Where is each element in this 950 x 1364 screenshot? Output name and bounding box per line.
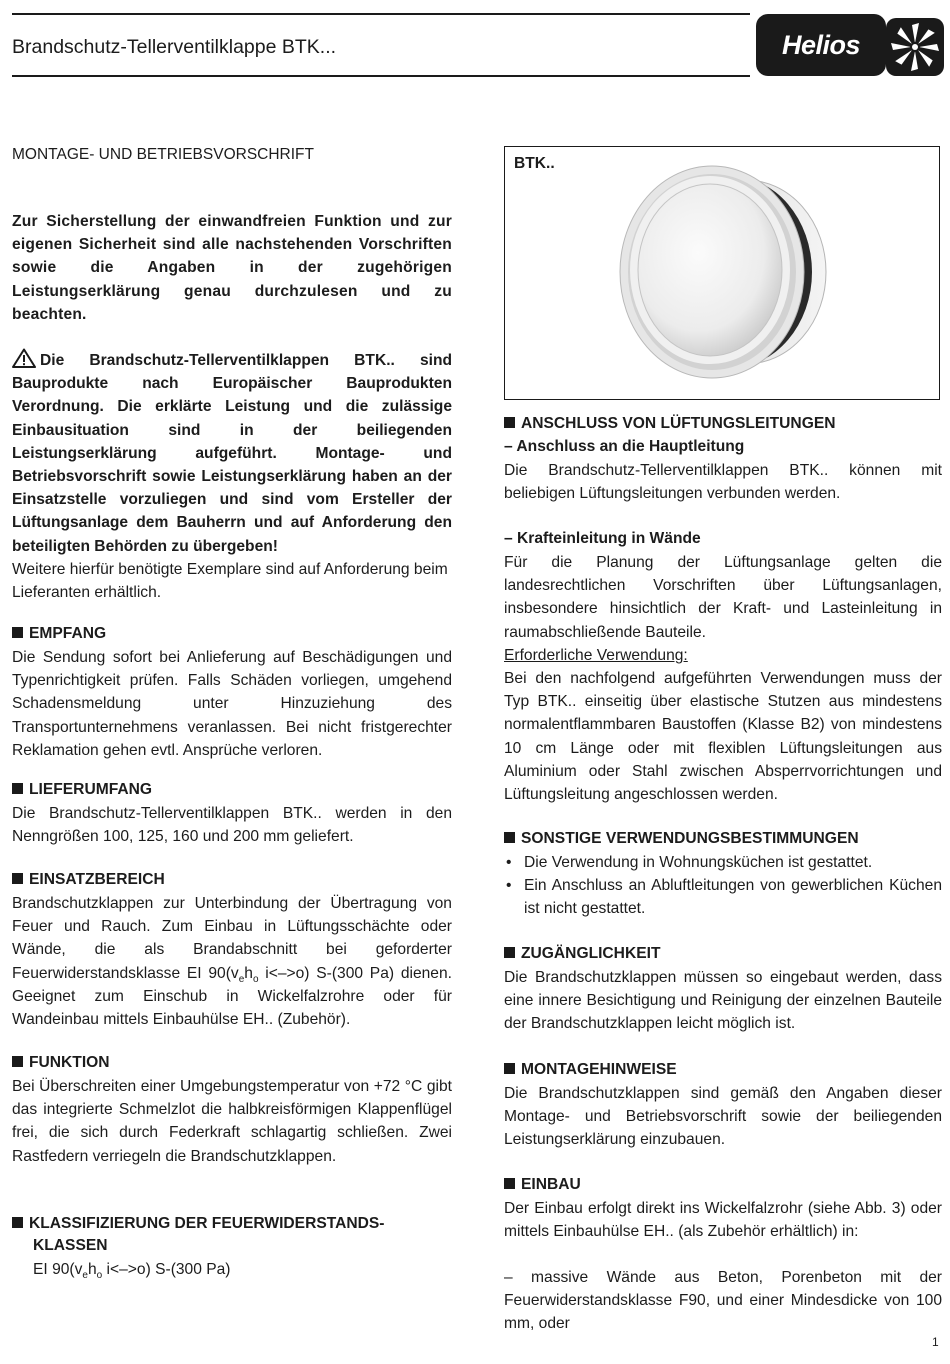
square-bullet-icon (504, 832, 515, 843)
warning-block (12, 348, 452, 604)
list-item: • Die Verwendung in Wohnungsküchen ist gestattet. (504, 851, 942, 874)
zugaenglichkeit-text: Die Brandschutzklappen müssen so eingebaut werden, dass eine innere Besichtigung und Reinigung der einzelnen Bauteile der Brandschutzklappen leicht möglich ist. (504, 969, 942, 1033)
logo-text: Helios (781, 30, 861, 60)
list-item: • Ein Anschluss an Abluftleitungen von gewerblichen Küchen ist nicht gestattet. (504, 874, 942, 920)
helios-logo (756, 14, 886, 76)
anschluss-sub2-text2: Bei den nachfolgend aufgeführten Verwendungen muss der Typ BTK.. einseitig über elastische Stutzen aus mindestens normalentflammbaren Baustoffen (Klasse B2) von mindestens 10 cm Länge oder mit flexiblen Lüftungsleitungen aus Aluminium oder Stahl zwischen Absperrvorrichtungen und Lüftungsleitung angeschlossen werden. (504, 670, 942, 804)
section-heading-anschluss: ANSCHLUSS VON LÜFTUNGSLEITUNGEN (504, 413, 835, 435)
square-bullet-icon (12, 1217, 23, 1228)
header-top-rule (12, 13, 750, 15)
einsatzbereich-text: Brandschutzklappen zur Unterbindung der Übertragung von Feuer und Rauch. Zum Einbau in Lüftungsschächte oder Wände, die als Brandabschnitt bei geforderter Feuerwiderstandsklasse EI $90(v_eh_o$ i<–>o) S-(300 Pa) dienen. Geeignet zum Einschub in Wickelfalzrohre oder für Wandeinbau mittels Einbauhülse EH.. (Zubehör). (12, 895, 452, 1029)
section-heading-sonstige: SONSTIGE VERWENDUNGSBESTIMMUNGEN (504, 828, 859, 850)
klassifizierung-text: EI $90(v_eh_o$ i<–>o) S-(300 Pa) (33, 1261, 231, 1281)
einbau-text: Der Einbau erfolgt direkt ins Wickelfalzrohr (siehe Abb. 3) oder mittels Einbauhülse EH.. (als Zubehör erhältlich) in: (504, 1200, 942, 1241)
anschluss-sub1-text: Die Brandschutz-Tellerventilklappen BTK.. können mit beliebigen Lüftungsleitungen verbunden werden. (504, 462, 942, 503)
square-bullet-icon (12, 1056, 23, 1067)
square-bullet-icon (12, 873, 23, 884)
lieferumfang-text: Die Brandschutz-Tellerventilklappen BTK.. werden in den Nenngrößen 100, 125, 160 und 200 mm geliefert. (12, 805, 452, 846)
intro-paragraph: Zur Sicherstellung der einwandfreien Funktion und zur eigenen Sicherheit sind alle nachstehenden Vorschriften sowie die Angaben in der zugehörigen Leistungserklärung genau durchzulesen und zu beachten. (12, 213, 452, 323)
square-bullet-icon (504, 1063, 515, 1074)
einbau-text2: – massive Wände aus Beton, Porenbeton mit der Feuerwiderstandsklasse F90, und einer Mindesdicke von 100 mm, oder (504, 1269, 942, 1333)
document-subtitle: MONTAGE- UND BETRIEBSVORSCHRIFT (12, 146, 314, 163)
warning-bold-text: Die Brandschutz-Tellerventilklappen BTK.. sind Bauprodukte nach Europäischer Bauprodukten Verordnung. Die erklärte Leistung und die zulässige Einbausituation sind in der beiliegenden Leistungserklärung aufgeführt. Montage- und Betriebsvorschrift sowie Leistungserklärung haben an der Einsatzstelle vorzuliegen und sind vom Ersteller der Lüftungsanlage dem Bauherrn und auf Anforderung den beteiligten Behörden zu übergeben! (12, 352, 452, 555)
product-label: BTK.. (514, 155, 555, 172)
section-heading-montagehinweise: MONTAGEHINWEISE (504, 1059, 677, 1081)
anschluss-sub2-heading: – Krafteinleitung in Wände (504, 530, 701, 547)
warning-normal-text: Weitere hierfür benötigte Exemplare sind auf Anforderung beim Lieferanten erhältlich. (12, 560, 448, 602)
square-bullet-icon (504, 1178, 515, 1189)
anschluss-sub1-heading: – Anschluss an die Hauptleitung (504, 438, 745, 455)
round-disc-valve-image (612, 160, 832, 388)
section-heading-klassifizierung-line2: KLASSEN (33, 1237, 108, 1254)
square-bullet-icon (12, 627, 23, 638)
section-heading-lieferumfang: LIEFERUMFANG (12, 779, 152, 801)
montagehinweise-text: Die Brandschutzklappen sind gemäß den Angaben dieser Montage- und Betriebsvorschrift sowie der beiliegenden Leistungserklärung einzubauen. (504, 1085, 942, 1149)
erforderliche-verwendung-label: Erforderliche Verwendung: (504, 647, 688, 664)
section-heading-funktion: FUNKTION (12, 1052, 110, 1074)
section-heading-empfang: EMPFANG (12, 623, 106, 645)
header-bottom-rule (12, 75, 750, 77)
section-heading-klassifizierung: KLASSIFIZIERUNG DER FEUERWIDERSTANDS- (12, 1213, 385, 1235)
funktion-text: Bei Überschreiten einer Umgebungstemperatur von +72 °C gibt das integrierte Schmelzlot die halbkreisförmigen Klappenflügel frei, die sich durch Federkraft schlagartig schließen. Zwei Rastfedern verriegeln die Brandschutzklappen. (12, 1078, 452, 1165)
empfang-text: Die Sendung sofort bei Anlieferung auf Beschädigungen und Typenrichtigkeit prüfen. Falls Schäden vorliegen, umgehend Schadensmeldung unter Hinzuziehung des Transportunternehmens veranlassen. Bei nicht fristgerechter Reklamation gehen evtl. Ansprüche verloren. (12, 649, 452, 759)
section-heading-einbau: EINBAU (504, 1174, 581, 1196)
section-heading-zugaenglichkeit: ZUGÄNGLICHKEIT (504, 943, 660, 965)
section-heading-einsatzbereich: EINSATZBEREICH (12, 869, 165, 891)
warning-triangle-icon (12, 348, 36, 368)
document-title: Brandschutz-Tellerventilklappe BTK... (12, 36, 337, 58)
page-number: 1 (932, 1335, 939, 1349)
sonstige-list (504, 851, 942, 921)
anschluss-sub2-text: Für die Planung der Lüftungsanlage gelten die landesrechtlichen Vorschriften über Lüftungsanlagen, insbesondere hinsichtlich der Kraft- und Lasteinleitung in raumabschließende Bauteile. (504, 554, 942, 641)
square-bullet-icon (12, 783, 23, 794)
fan-icon (886, 18, 944, 76)
square-bullet-icon (504, 947, 515, 958)
square-bullet-icon (504, 417, 515, 428)
